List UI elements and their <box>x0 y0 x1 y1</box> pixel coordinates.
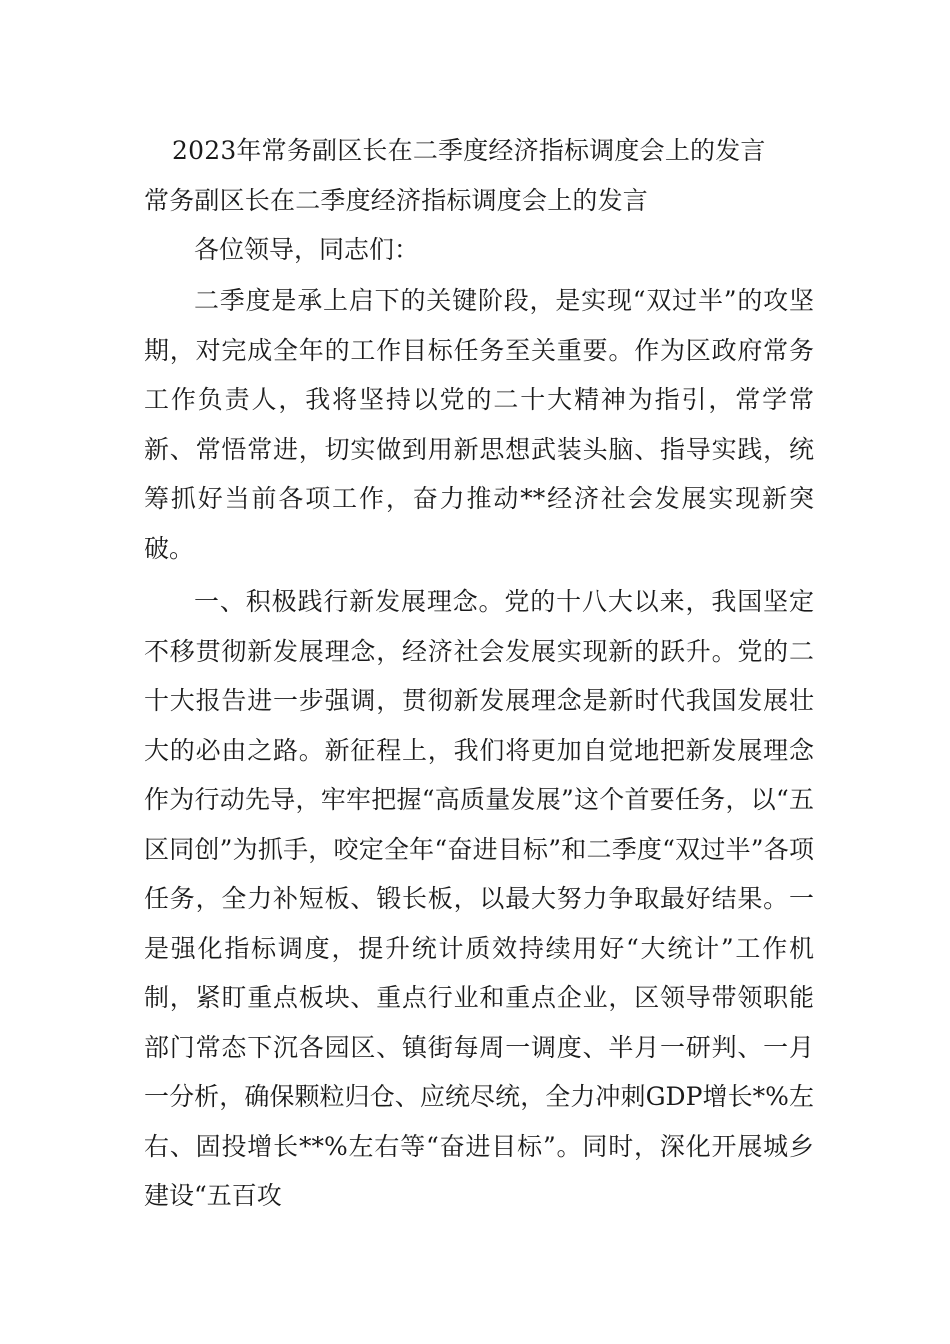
paragraph-intro: 二季度是承上启下的关键阶段，是实现“双过半”的攻坚期，对完成全年的工作目标任务至关重要。作为区政府常务工作负责人，我将坚持以党的二十大精神为指引，常学常新、常悟常进，切实做到用新思想武装头脑、指导实践，统筹抓好当前各项工作，奋力推动**经济社会发展实现新突破。 <box>144 286 814 563</box>
document-title: 2023年常务副区长在二季度经济指标调度会上的发言 <box>172 136 766 165</box>
greeting: 各位领导，同志们： <box>194 235 420 264</box>
paragraph-section-one: 一、积极践行新发展理念。党的十八大以来，我国坚定不移贯彻新发展理念，经济社会发展实现新的跃升。党的二十大报告进一步强调，贯彻新发展理念是新时代我国发展壮大的必由之路。新征程上，我们将更加自觉地把新发展理念作为行动先导，牢牢把握“高质量发展”这个首要任务，以“五区同创”为抓手，咬定全年“奋进目标”和二季度“双过半”各项任务，全力补短板、锻长板，以最大努力争取最好结果。一是强化指标调度，提升统计质效持续用好“大统计”工作机制，紧盯重点板块、重点行业和重点企业，区领导带领职能部门常态下沉各园区、镇街每周一调度、半月一研判、一月一分析，确保颗粒归仓、应统尽统，全力冲刺GDP增长*%左右、固投增长**%左右等“奋进目标”。同时，深化开展城乡建设“五百攻 <box>144 587 814 1210</box>
document-subtitle: 常务副区长在二季度经济指标调度会上的发言 <box>144 186 649 215</box>
